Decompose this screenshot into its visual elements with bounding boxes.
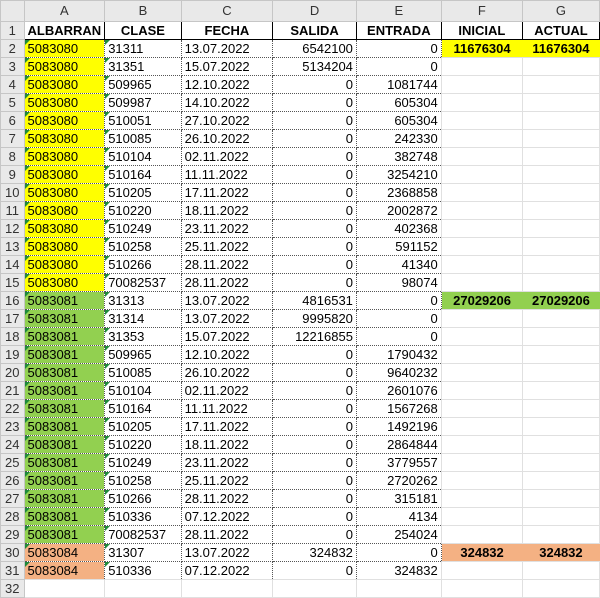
- fecha-cell[interactable]: 07.12.2022: [181, 508, 273, 526]
- actual-cell[interactable]: [522, 472, 599, 490]
- salida-cell[interactable]: 0: [273, 256, 357, 274]
- actual-cell[interactable]: 324832: [522, 544, 599, 562]
- inicial-cell[interactable]: [441, 274, 522, 292]
- fecha-cell[interactable]: 12.10.2022: [181, 346, 273, 364]
- row-header[interactable]: 32: [1, 580, 25, 598]
- column-header-c[interactable]: C: [181, 1, 273, 22]
- row-header[interactable]: 2: [1, 40, 25, 58]
- fecha-cell[interactable]: 11.11.2022: [181, 166, 273, 184]
- table-row: [1, 76, 600, 94]
- empty-cell[interactable]: [24, 580, 105, 598]
- fecha-cell[interactable]: 25.11.2022: [181, 238, 273, 256]
- inicial-cell[interactable]: [441, 112, 522, 130]
- fecha-cell[interactable]: 15.07.2022: [181, 328, 273, 346]
- albarran-cell[interactable]: 5083081: [24, 346, 105, 364]
- clase-cell[interactable]: 510085: [105, 364, 181, 382]
- header-cell-salida[interactable]: SALIDA: [273, 22, 357, 40]
- row-header[interactable]: 13: [1, 238, 25, 256]
- albarran-cell[interactable]: 5083080: [24, 166, 105, 184]
- clase-cell[interactable]: 31351: [105, 58, 181, 76]
- actual-cell[interactable]: [522, 238, 599, 256]
- fecha-cell[interactable]: 28.11.2022: [181, 274, 273, 292]
- table-row: [1, 544, 600, 562]
- clase-cell[interactable]: 510336: [105, 562, 181, 580]
- clase-cell[interactable]: 31307: [105, 544, 181, 562]
- column-header-f[interactable]: F: [441, 1, 522, 22]
- column-header-row: [1, 1, 600, 22]
- actual-cell[interactable]: [522, 58, 599, 76]
- row-header[interactable]: 24: [1, 436, 25, 454]
- albarran-cell[interactable]: 5083081: [24, 454, 105, 472]
- actual-cell[interactable]: [522, 184, 599, 202]
- fecha-cell[interactable]: 14.10.2022: [181, 94, 273, 112]
- salida-cell[interactable]: 0: [273, 238, 357, 256]
- table-row: [1, 148, 600, 166]
- entrada-cell[interactable]: 3779557: [356, 454, 441, 472]
- empty-row: [1, 580, 600, 598]
- clase-cell[interactable]: 510085: [105, 130, 181, 148]
- inicial-cell[interactable]: [441, 418, 522, 436]
- header-cell-clase[interactable]: CLASE: [105, 22, 181, 40]
- table-row: [1, 112, 600, 130]
- entrada-cell[interactable]: 1567268: [356, 400, 441, 418]
- fecha-cell[interactable]: 17.11.2022: [181, 184, 273, 202]
- albarran-cell[interactable]: 5083081: [24, 310, 105, 328]
- table-row: [1, 202, 600, 220]
- albarran-cell[interactable]: 5083080: [24, 40, 105, 58]
- row-header[interactable]: 22: [1, 400, 25, 418]
- salida-cell[interactable]: 0: [273, 526, 357, 544]
- inicial-cell[interactable]: [441, 508, 522, 526]
- header-row: [1, 22, 600, 40]
- entrada-cell[interactable]: 0: [356, 58, 441, 76]
- inicial-cell[interactable]: [441, 346, 522, 364]
- table-row: [1, 562, 600, 580]
- actual-cell[interactable]: [522, 364, 599, 382]
- fecha-cell[interactable]: 28.11.2022: [181, 526, 273, 544]
- entrada-cell[interactable]: 41340: [356, 256, 441, 274]
- inicial-cell[interactable]: [441, 454, 522, 472]
- table-row: [1, 94, 600, 112]
- table-row: [1, 328, 600, 346]
- inicial-cell[interactable]: [441, 184, 522, 202]
- inicial-cell[interactable]: [441, 76, 522, 94]
- salida-cell[interactable]: 4816531: [273, 292, 357, 310]
- albarran-cell[interactable]: 5083080: [24, 256, 105, 274]
- clase-cell[interactable]: 510164: [105, 166, 181, 184]
- table-row: [1, 382, 600, 400]
- entrada-cell[interactable]: 2368858: [356, 184, 441, 202]
- salida-cell[interactable]: 0: [273, 508, 357, 526]
- entrada-cell[interactable]: 2002872: [356, 202, 441, 220]
- table-row: [1, 274, 600, 292]
- actual-cell[interactable]: 11676304: [522, 40, 599, 58]
- row-header[interactable]: 28: [1, 508, 25, 526]
- salida-cell[interactable]: 0: [273, 130, 357, 148]
- empty-cell[interactable]: [441, 580, 522, 598]
- actual-cell[interactable]: 27029206: [522, 292, 599, 310]
- albarran-cell[interactable]: 5083084: [24, 562, 105, 580]
- inicial-cell[interactable]: [441, 148, 522, 166]
- albarran-cell[interactable]: 5083081: [24, 328, 105, 346]
- fecha-cell[interactable]: 12.10.2022: [181, 76, 273, 94]
- table-row: [1, 346, 600, 364]
- albarran-cell[interactable]: 5083081: [24, 508, 105, 526]
- inicial-cell[interactable]: [441, 256, 522, 274]
- row-header[interactable]: 7: [1, 130, 25, 148]
- column-header-d[interactable]: D: [273, 1, 357, 22]
- albarran-cell[interactable]: 5083084: [24, 544, 105, 562]
- clase-cell[interactable]: 510258: [105, 472, 181, 490]
- salida-cell[interactable]: 0: [273, 562, 357, 580]
- row-header[interactable]: 20: [1, 364, 25, 382]
- header-cell-entrada[interactable]: ENTRADA: [356, 22, 441, 40]
- inicial-cell[interactable]: [441, 238, 522, 256]
- empty-cell[interactable]: [356, 580, 441, 598]
- row-header[interactable]: 19: [1, 346, 25, 364]
- entrada-cell[interactable]: 0: [356, 292, 441, 310]
- actual-cell[interactable]: [522, 490, 599, 508]
- clase-cell[interactable]: 510336: [105, 508, 181, 526]
- inicial-cell[interactable]: [441, 526, 522, 544]
- entrada-cell[interactable]: 9640232: [356, 364, 441, 382]
- row-header[interactable]: 11: [1, 202, 25, 220]
- table-row: [1, 238, 600, 256]
- entrada-cell[interactable]: 0: [356, 40, 441, 58]
- header-cell-actual[interactable]: ACTUAL: [522, 22, 599, 40]
- albarran-cell[interactable]: 5083081: [24, 436, 105, 454]
- salida-cell[interactable]: 0: [273, 202, 357, 220]
- entrada-cell[interactable]: 254024: [356, 526, 441, 544]
- entrada-cell[interactable]: 1492196: [356, 418, 441, 436]
- clase-cell[interactable]: 510104: [105, 148, 181, 166]
- salida-cell[interactable]: 0: [273, 184, 357, 202]
- actual-cell[interactable]: [522, 382, 599, 400]
- clase-cell[interactable]: 509987: [105, 94, 181, 112]
- entrada-cell[interactable]: 2720262: [356, 472, 441, 490]
- entrada-cell[interactable]: 591152: [356, 238, 441, 256]
- inicial-cell[interactable]: [441, 364, 522, 382]
- actual-cell[interactable]: [522, 454, 599, 472]
- inicial-cell[interactable]: [441, 562, 522, 580]
- clase-cell[interactable]: 510164: [105, 400, 181, 418]
- table-row: [1, 364, 600, 382]
- albarran-cell[interactable]: 5083081: [24, 400, 105, 418]
- select-all-corner[interactable]: [1, 1, 25, 22]
- inicial-cell[interactable]: [441, 328, 522, 346]
- table-row: [1, 436, 600, 454]
- clase-cell[interactable]: 510051: [105, 112, 181, 130]
- row-header[interactable]: 4: [1, 76, 25, 94]
- fecha-cell[interactable]: 15.07.2022: [181, 58, 273, 76]
- albarran-cell[interactable]: 5083080: [24, 130, 105, 148]
- salida-cell[interactable]: 9995820: [273, 310, 357, 328]
- salida-cell[interactable]: 0: [273, 112, 357, 130]
- table-row: [1, 40, 600, 58]
- entrada-cell[interactable]: 1081744: [356, 76, 441, 94]
- albarran-cell[interactable]: 5083080: [24, 112, 105, 130]
- fecha-cell[interactable]: 02.11.2022: [181, 382, 273, 400]
- inicial-cell[interactable]: 324832: [441, 544, 522, 562]
- salida-cell[interactable]: 0: [273, 472, 357, 490]
- table-row: [1, 490, 600, 508]
- albarran-cell[interactable]: 5083080: [24, 94, 105, 112]
- salida-cell[interactable]: 0: [273, 364, 357, 382]
- column-header-e[interactable]: E: [356, 1, 441, 22]
- actual-cell[interactable]: [522, 562, 599, 580]
- fecha-cell[interactable]: 07.12.2022: [181, 562, 273, 580]
- actual-cell[interactable]: [522, 166, 599, 184]
- table-row: [1, 310, 600, 328]
- actual-cell[interactable]: [522, 346, 599, 364]
- albarran-cell[interactable]: 5083080: [24, 202, 105, 220]
- row-header[interactable]: 17: [1, 310, 25, 328]
- salida-cell[interactable]: 0: [273, 400, 357, 418]
- fecha-cell[interactable]: 13.07.2022: [181, 292, 273, 310]
- actual-cell[interactable]: [522, 112, 599, 130]
- fecha-cell[interactable]: 26.10.2022: [181, 130, 273, 148]
- clase-cell[interactable]: 70082537: [105, 526, 181, 544]
- actual-cell[interactable]: [522, 418, 599, 436]
- table-row: [1, 166, 600, 184]
- row-header[interactable]: 10: [1, 184, 25, 202]
- empty-cell[interactable]: [105, 580, 181, 598]
- row-header[interactable]: 8: [1, 148, 25, 166]
- albarran-cell[interactable]: 5083081: [24, 472, 105, 490]
- clase-cell[interactable]: 510266: [105, 490, 181, 508]
- salida-cell[interactable]: 0: [273, 382, 357, 400]
- albarran-cell[interactable]: 5083080: [24, 274, 105, 292]
- fecha-cell[interactable]: 17.11.2022: [181, 418, 273, 436]
- inicial-cell[interactable]: [441, 130, 522, 148]
- table-row: [1, 400, 600, 418]
- albarran-cell[interactable]: 5083081: [24, 382, 105, 400]
- table-row: [1, 184, 600, 202]
- fecha-cell[interactable]: 27.10.2022: [181, 112, 273, 130]
- fecha-cell[interactable]: 23.11.2022: [181, 454, 273, 472]
- table-row: [1, 454, 600, 472]
- albarran-cell[interactable]: 5083080: [24, 220, 105, 238]
- entrada-cell[interactable]: 4134: [356, 508, 441, 526]
- inicial-cell[interactable]: [441, 58, 522, 76]
- inicial-cell[interactable]: [441, 400, 522, 418]
- row-header[interactable]: 30: [1, 544, 25, 562]
- actual-cell[interactable]: [522, 436, 599, 454]
- fecha-cell[interactable]: 25.11.2022: [181, 472, 273, 490]
- clase-cell[interactable]: 510220: [105, 202, 181, 220]
- inicial-cell[interactable]: [441, 166, 522, 184]
- empty-cell[interactable]: [273, 580, 357, 598]
- fecha-cell[interactable]: 02.11.2022: [181, 148, 273, 166]
- actual-cell[interactable]: [522, 130, 599, 148]
- entrada-cell[interactable]: 605304: [356, 94, 441, 112]
- table-row: [1, 472, 600, 490]
- clase-cell[interactable]: 509965: [105, 76, 181, 94]
- actual-cell[interactable]: [522, 76, 599, 94]
- fecha-cell[interactable]: 18.11.2022: [181, 202, 273, 220]
- actual-cell[interactable]: [522, 400, 599, 418]
- row-header[interactable]: 5: [1, 94, 25, 112]
- entrada-cell[interactable]: 1790432: [356, 346, 441, 364]
- fecha-cell[interactable]: 18.11.2022: [181, 436, 273, 454]
- salida-cell[interactable]: 5134204: [273, 58, 357, 76]
- row-header[interactable]: 25: [1, 454, 25, 472]
- table-row: [1, 418, 600, 436]
- salida-cell[interactable]: 0: [273, 436, 357, 454]
- empty-cell[interactable]: [522, 580, 599, 598]
- clase-cell[interactable]: 509965: [105, 346, 181, 364]
- header-cell-albarran[interactable]: ALBARRAN: [24, 22, 105, 40]
- row-header[interactable]: 27: [1, 490, 25, 508]
- row-header[interactable]: 1: [1, 22, 25, 40]
- albarran-cell[interactable]: 5083081: [24, 526, 105, 544]
- salida-cell[interactable]: 0: [273, 76, 357, 94]
- entrada-cell[interactable]: 98074: [356, 274, 441, 292]
- salida-cell[interactable]: 12216855: [273, 328, 357, 346]
- actual-cell[interactable]: [522, 526, 599, 544]
- clase-cell[interactable]: 31314: [105, 310, 181, 328]
- column-header-a[interactable]: A: [24, 1, 105, 22]
- actual-cell[interactable]: [522, 328, 599, 346]
- entrada-cell[interactable]: 3254210: [356, 166, 441, 184]
- row-header[interactable]: 6: [1, 112, 25, 130]
- row-header[interactable]: 31: [1, 562, 25, 580]
- salida-cell[interactable]: 0: [273, 148, 357, 166]
- actual-cell[interactable]: [522, 310, 599, 328]
- table-row: [1, 130, 600, 148]
- albarran-cell[interactable]: 5083081: [24, 418, 105, 436]
- row-header[interactable]: 21: [1, 382, 25, 400]
- table-row: [1, 220, 600, 238]
- fecha-cell[interactable]: 13.07.2022: [181, 40, 273, 58]
- inicial-cell[interactable]: 11676304: [441, 40, 522, 58]
- column-header-b[interactable]: B: [105, 1, 181, 22]
- clase-cell[interactable]: 70082537: [105, 274, 181, 292]
- row-header[interactable]: 9: [1, 166, 25, 184]
- albarran-cell[interactable]: 5083080: [24, 58, 105, 76]
- row-header[interactable]: 14: [1, 256, 25, 274]
- entrada-cell[interactable]: 242330: [356, 130, 441, 148]
- fecha-cell[interactable]: 26.10.2022: [181, 364, 273, 382]
- salida-cell[interactable]: 324832: [273, 544, 357, 562]
- inicial-cell[interactable]: [441, 94, 522, 112]
- albarran-cell[interactable]: 5083081: [24, 292, 105, 310]
- actual-cell[interactable]: [522, 274, 599, 292]
- fecha-cell[interactable]: 28.11.2022: [181, 490, 273, 508]
- entrada-cell[interactable]: 2864844: [356, 436, 441, 454]
- inicial-cell[interactable]: [441, 436, 522, 454]
- inicial-cell[interactable]: [441, 490, 522, 508]
- clase-cell[interactable]: 31311: [105, 40, 181, 58]
- salida-cell[interactable]: 0: [273, 418, 357, 436]
- albarran-cell[interactable]: 5083080: [24, 76, 105, 94]
- salida-cell[interactable]: 0: [273, 490, 357, 508]
- actual-cell[interactable]: [522, 220, 599, 238]
- fecha-cell[interactable]: 28.11.2022: [181, 256, 273, 274]
- clase-cell[interactable]: 510205: [105, 184, 181, 202]
- actual-cell[interactable]: [522, 148, 599, 166]
- actual-cell[interactable]: [522, 202, 599, 220]
- inicial-cell[interactable]: [441, 220, 522, 238]
- empty-cell[interactable]: [181, 580, 273, 598]
- entrada-cell[interactable]: 0: [356, 328, 441, 346]
- inicial-cell[interactable]: [441, 202, 522, 220]
- salida-cell[interactable]: 6542100: [273, 40, 357, 58]
- entrada-cell[interactable]: 324832: [356, 562, 441, 580]
- header-cell-fecha[interactable]: FECHA: [181, 22, 273, 40]
- salida-cell[interactable]: 0: [273, 454, 357, 472]
- albarran-cell[interactable]: 5083080: [24, 184, 105, 202]
- row-header[interactable]: 18: [1, 328, 25, 346]
- albarran-cell[interactable]: 5083080: [24, 148, 105, 166]
- clase-cell[interactable]: 510266: [105, 256, 181, 274]
- salida-cell[interactable]: 0: [273, 274, 357, 292]
- entrada-cell[interactable]: 0: [356, 544, 441, 562]
- inicial-cell[interactable]: 27029206: [441, 292, 522, 310]
- table-row: [1, 58, 600, 76]
- albarran-cell[interactable]: 5083081: [24, 364, 105, 382]
- fecha-cell[interactable]: 13.07.2022: [181, 544, 273, 562]
- clase-cell[interactable]: 510205: [105, 418, 181, 436]
- row-header[interactable]: 23: [1, 418, 25, 436]
- table-row: [1, 292, 600, 310]
- salida-cell[interactable]: 0: [273, 166, 357, 184]
- clase-cell[interactable]: 510249: [105, 220, 181, 238]
- row-header[interactable]: 16: [1, 292, 25, 310]
- clase-cell[interactable]: 31313: [105, 292, 181, 310]
- salida-cell[interactable]: 0: [273, 346, 357, 364]
- fecha-cell[interactable]: 11.11.2022: [181, 400, 273, 418]
- clase-cell[interactable]: 510220: [105, 436, 181, 454]
- entrada-cell[interactable]: 402368: [356, 220, 441, 238]
- entrada-cell[interactable]: 315181: [356, 490, 441, 508]
- fecha-cell[interactable]: 13.07.2022: [181, 310, 273, 328]
- inicial-cell[interactable]: [441, 382, 522, 400]
- table-row: [1, 256, 600, 274]
- header-cell-inicial[interactable]: INICIAL: [441, 22, 522, 40]
- inicial-cell[interactable]: [441, 310, 522, 328]
- salida-cell[interactable]: 0: [273, 94, 357, 112]
- actual-cell[interactable]: [522, 508, 599, 526]
- entrada-cell[interactable]: 2601076: [356, 382, 441, 400]
- column-header-g[interactable]: G: [522, 1, 599, 22]
- actual-cell[interactable]: [522, 94, 599, 112]
- albarran-cell[interactable]: 5083080: [24, 238, 105, 256]
- albarran-cell[interactable]: 5083081: [24, 490, 105, 508]
- fecha-cell[interactable]: 23.11.2022: [181, 220, 273, 238]
- table-row: [1, 526, 600, 544]
- clase-cell[interactable]: 510104: [105, 382, 181, 400]
- table-row: [1, 508, 600, 526]
- row-header[interactable]: 12: [1, 220, 25, 238]
- clase-cell[interactable]: 510258: [105, 238, 181, 256]
- row-header[interactable]: 3: [1, 58, 25, 76]
- row-header[interactable]: 15: [1, 274, 25, 292]
- clase-cell[interactable]: 510249: [105, 454, 181, 472]
- salida-cell[interactable]: 0: [273, 220, 357, 238]
- row-header[interactable]: 29: [1, 526, 25, 544]
- actual-cell[interactable]: [522, 256, 599, 274]
- entrada-cell[interactable]: 382748: [356, 148, 441, 166]
- entrada-cell[interactable]: 605304: [356, 112, 441, 130]
- row-header[interactable]: 26: [1, 472, 25, 490]
- entrada-cell[interactable]: 0: [356, 310, 441, 328]
- clase-cell[interactable]: 31353: [105, 328, 181, 346]
- inicial-cell[interactable]: [441, 472, 522, 490]
